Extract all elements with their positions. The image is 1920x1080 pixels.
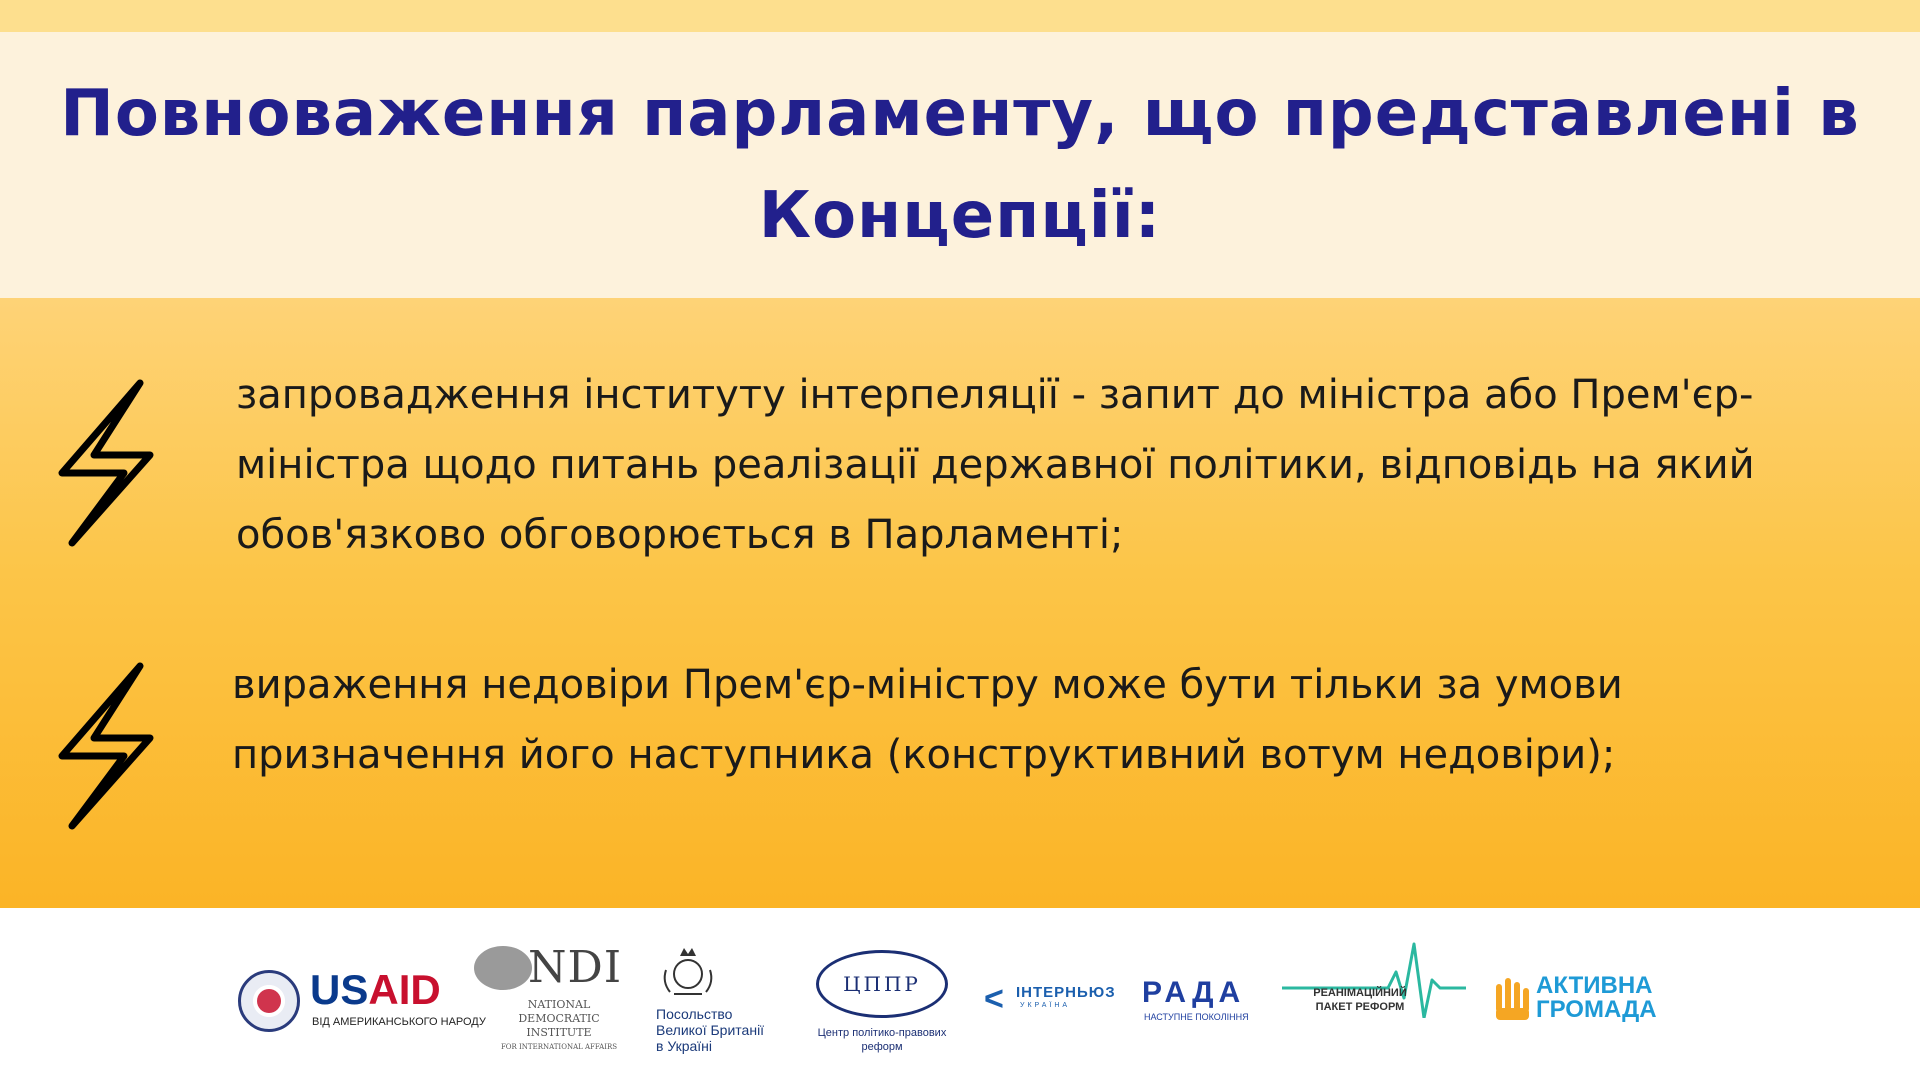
uk-embassy-logo xyxy=(656,944,796,1064)
rada-wordmark: РАДА xyxy=(1142,976,1246,1009)
rada-subtitle: НАСТУПНЕ ПОКОЛІННЯ xyxy=(1144,1012,1249,1022)
usaid-wordmark: USAID xyxy=(310,966,441,1013)
top-accent-strip xyxy=(0,0,1920,32)
lightning-bolt-icon xyxy=(54,658,158,834)
active-community-logo xyxy=(1492,970,1672,1026)
ndi-wordmark: NDI xyxy=(528,942,623,993)
royal-crest-icon xyxy=(658,944,718,998)
header-banner xyxy=(0,32,1920,298)
rpr-text: РЕАНІМАЦІЙНИЙ ПАКЕТ РЕФОРМ xyxy=(1313,987,1407,1013)
cppr-subtitle: Центр політико-правових реформ xyxy=(817,1027,947,1053)
internews-wordmark: ІНТЕРНЬЮЗ xyxy=(1016,984,1116,1001)
active-community-text: АКТИВНА ГРОМАДА xyxy=(1536,972,1657,1023)
hands-raised-icon xyxy=(1492,974,1534,1022)
ndi-subtitle: NATIONAL DEMOCRATIC INSTITUTE FOR INTERNATIONAL AFFAIRS xyxy=(500,998,618,1051)
embassy-text: Посольство Великої Британії в Україні xyxy=(656,1006,765,1054)
ndi-logo xyxy=(474,942,634,1058)
usaid-seal-icon xyxy=(238,970,300,1032)
rada-next-gen-logo xyxy=(1142,976,1262,1026)
cppr-emblem: ЦППР xyxy=(816,950,948,1018)
globe-icon xyxy=(474,946,532,990)
bullet-item xyxy=(0,298,1920,578)
lightning-bolt-icon xyxy=(54,375,158,551)
cppr-logo xyxy=(816,950,950,1060)
page-title: Повноваження парламенту, що представлені в Концепції: xyxy=(60,77,1860,253)
rpr-logo xyxy=(1282,942,1466,1022)
internews-chevron-icon: < xyxy=(984,980,1004,1018)
internews-logo xyxy=(984,974,1114,1018)
main-content xyxy=(0,298,1920,908)
bullet-text: запровадження інституту інтерпеляції - запит до міністра або Прем'єр-міністра щодо питань реалізації державної політики, відповідь на який обов'язково обговорюється в Парламенті; xyxy=(236,372,1755,558)
usaid-logo xyxy=(238,960,486,1040)
bullet-item xyxy=(0,578,1920,858)
usaid-subtitle: ВІД АМЕРИКАНСЬКОГО НАРОДУ xyxy=(312,1016,486,1028)
bullet-text: вираження недовіри Прем'єр-міністру може бути тільки за умови призначення його наступника (конструктивний вотум недовіри); xyxy=(232,662,1623,778)
internews-subtitle: УКРАЇНА xyxy=(1020,1002,1071,1009)
partner-logos-footer xyxy=(0,908,1920,1080)
